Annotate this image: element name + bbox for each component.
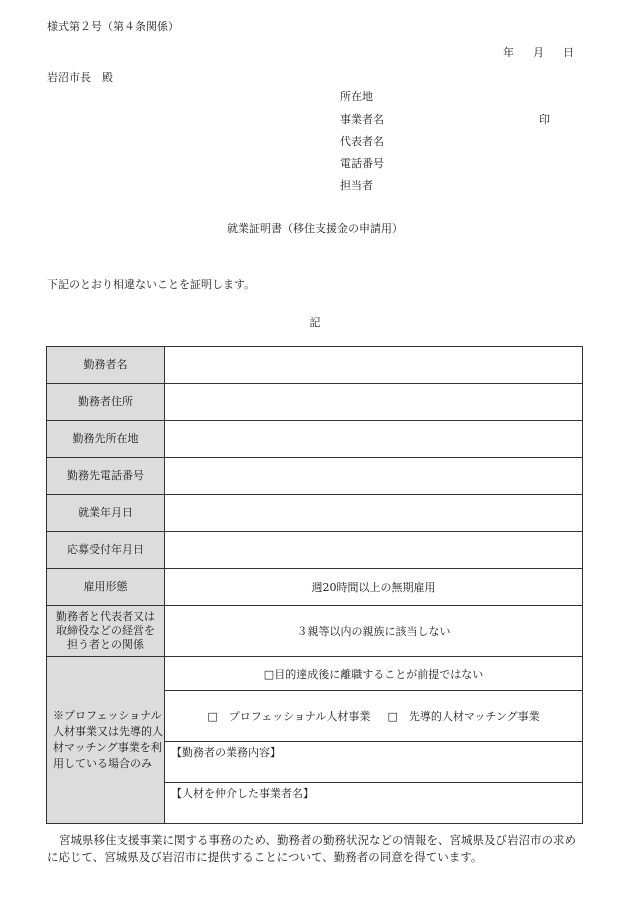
- date-month: 月: [533, 46, 544, 59]
- seal-mark: 印: [539, 113, 550, 126]
- document-title: 就業証明書（移住支援金の申請用）: [227, 222, 403, 235]
- row-label: 勤務先所在地: [47, 421, 165, 458]
- certificate-table: [46, 346, 583, 824]
- row-label: 勤務者住所: [47, 384, 165, 421]
- date-day: 日: [563, 46, 574, 59]
- table-row: [47, 569, 583, 606]
- applicant-contact-label: 担当者: [340, 179, 373, 192]
- workplace-address-field[interactable]: [165, 421, 583, 458]
- worker-name-field[interactable]: [165, 347, 583, 384]
- table-row: [47, 657, 583, 691]
- table-row: [47, 532, 583, 569]
- pioneer-matching-checkbox[interactable]: □ 先導的人材マッチング事業: [387, 710, 540, 723]
- ki-marker: 記: [309, 316, 321, 329]
- applicant-phone-label: 電話番号: [340, 157, 384, 170]
- professional-program-checkbox[interactable]: □ プロフェッショナル人材事業: [207, 710, 371, 723]
- date-year: 年: [503, 46, 514, 59]
- certify-statement: 下記のとおり相違ないことを証明します。: [47, 278, 256, 291]
- row-label: 雇用形態: [47, 569, 165, 606]
- intermediary-field[interactable]: 【人材を仲介した事業者名】: [165, 783, 583, 824]
- row-label: 応募受付年月日: [47, 532, 165, 569]
- worker-address-field[interactable]: [165, 384, 583, 421]
- addressee: 岩沼市長 殿: [47, 71, 113, 84]
- consent-statement: 宮城県移住支援事業に関する事務のため、勤務者の勤務状況などの情報を、宮城県及び岩沼市の求めに応じて、宮城県及び岩沼市に提供することについて、勤務者の同意を得ています。: [47, 833, 577, 864]
- purpose-checkbox[interactable]: □目的達成後に離職することが前提ではない: [165, 657, 583, 691]
- applicant-representative-label: 代表者名: [340, 135, 384, 148]
- date-line: [503, 44, 574, 60]
- form-number: 様式第２号（第４条関係）: [47, 20, 179, 33]
- row-label: 勤務者と代表者又は取締役などの経営を担う者との関係: [47, 606, 165, 657]
- duties-field[interactable]: 【勤務者の業務内容】: [165, 742, 583, 783]
- application-date-field[interactable]: [165, 532, 583, 569]
- program-options: [165, 691, 583, 742]
- table-row: [47, 458, 583, 495]
- row-label: 勤務者名: [47, 347, 165, 384]
- table-row: [47, 606, 583, 657]
- row-label: 就業年月日: [47, 495, 165, 532]
- employment-type-value: 週20時間以上の無期雇用: [165, 569, 583, 606]
- employment-date-field[interactable]: [165, 495, 583, 532]
- table-row: [47, 384, 583, 421]
- workplace-phone-field[interactable]: [165, 458, 583, 495]
- table-row: [47, 421, 583, 458]
- relationship-value: ３親等以内の親族に該当しない: [165, 606, 583, 657]
- table-row: [47, 347, 583, 384]
- applicant-address-label: 所在地: [340, 90, 373, 103]
- applicant-company-label: 事業者名: [340, 113, 384, 126]
- table-row: [47, 495, 583, 532]
- row-label: 勤務先電話番号: [47, 458, 165, 495]
- professional-label: ※プロフェッショナル人材事業又は先導的人材マッチング事業を利用している場合のみ: [47, 657, 165, 824]
